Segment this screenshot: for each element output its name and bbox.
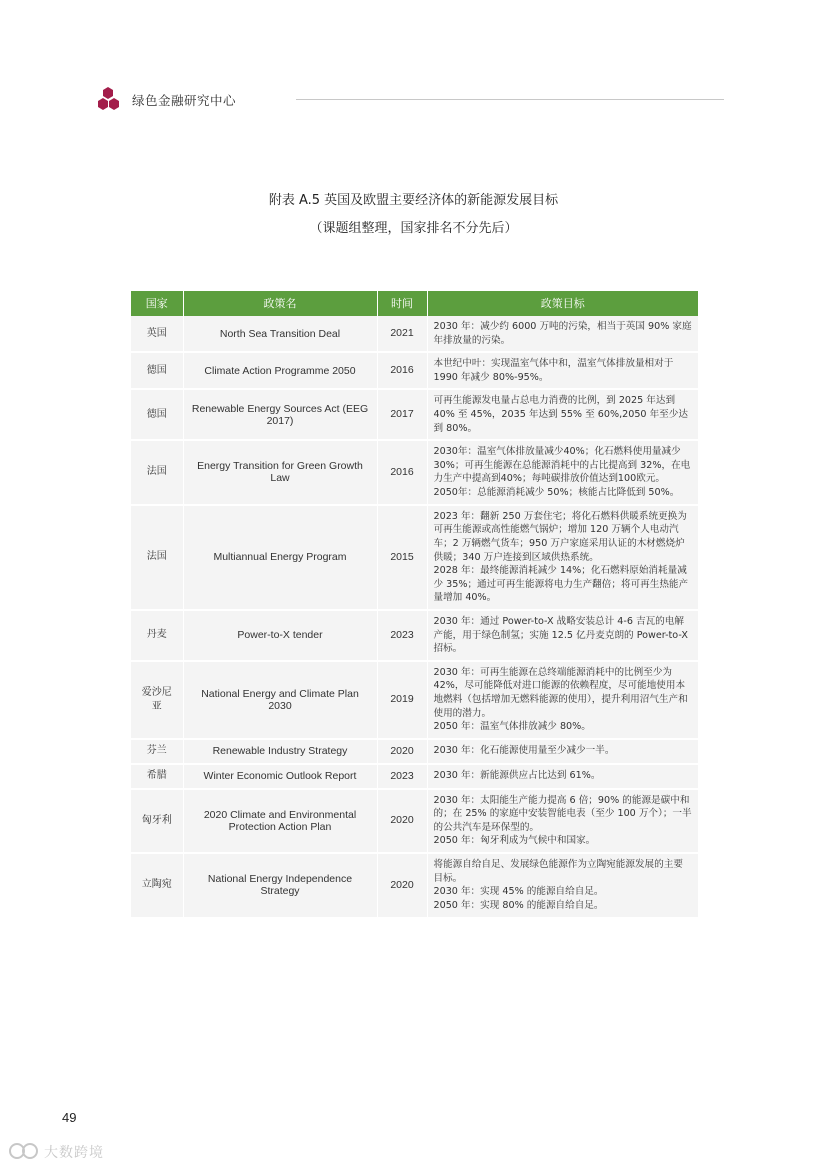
country-cell: 匈牙利 — [131, 789, 183, 853]
policy-name-cell: Multiannual Energy Program — [183, 505, 377, 610]
policy-name-cell: National Energy and Climate Plan 2030 — [183, 661, 377, 739]
goal-text: 2050年：总能源消耗减少 50%；核能占比降低到 50%。 — [433, 487, 680, 499]
policy-name-cell: North Sea Transition Deal — [183, 316, 377, 352]
header-divider — [296, 99, 724, 100]
table-body — [131, 316, 698, 918]
country-cell: 希腊 — [131, 764, 183, 789]
goal-text: 2030 年：通过 Power-to-X 战略安装总计 4-6 吉瓦的电解产能，用于绿色制氢；实施 12.5 亿丹麦克朗的 Power-to-X 招标。 — [433, 615, 688, 655]
goal-text: 2050 年：实现 80% 的能源自给自足。 — [433, 899, 604, 911]
policy-name-cell: Renewable Energy Sources Act (EEG 2017) — [183, 389, 377, 440]
watermark — [8, 1140, 118, 1164]
year-cell: 2023 — [377, 764, 427, 789]
goal-text: 可再生能源发电量占总电力消费的比例，到 2025 年达到 40% 至 45%，2035 年达到 55% 至 60%,2050 年至少达到 80%。 — [433, 395, 688, 434]
table-row — [131, 389, 698, 440]
year-cell: 2016 — [377, 352, 427, 389]
table-row — [131, 789, 698, 853]
policy-goal-cell — [427, 440, 698, 504]
policy-name-cell: Winter Economic Outlook Report — [183, 764, 377, 789]
goal-text: 本世纪中叶：实现温室气体中和，温室气体排放量相对于 1990 年减少 80%-95%。 — [433, 358, 674, 383]
policy-name-cell: 2020 Climate and Environmental Protection Action Plan — [183, 789, 377, 853]
policy-goal-cell — [427, 661, 698, 739]
table-row — [131, 853, 698, 917]
policy-name-cell: National Energy Independence Strategy — [183, 853, 377, 917]
table-row — [131, 352, 698, 389]
goal-text: 2028 年：最终能源消耗减少 14%；化石燃料原始消耗量减少 35%；通过可再生能源将电力生产翻倍；将可再生热能产量增加 40%。 — [433, 565, 689, 604]
table-row — [131, 661, 698, 739]
year-cell: 2016 — [377, 440, 427, 504]
goal-text: 将能源自给自足、发展绿色能源作为立陶宛能源发展的主要目标。 — [433, 859, 683, 884]
goal-text: 2030 年：太阳能生产能力提高 6 倍；90% 的能源是碳中和的；在 25% 的家庭中安装智能电表（至少 100 万个）；一半的公共汽车是环保型的。 — [433, 794, 692, 833]
goal-text: 2030年：温室气体排放量减少40%；化石燃料使用量减少30%；可再生能源在总能源消耗中的占比提高到 32%，在电力生产中提高到40%；每吨碳排放价值达到100欧元。 — [433, 446, 691, 485]
table-row — [131, 739, 698, 764]
goal-text: 2030 年：减少约 6000 万吨的污染，相当于英国 90% 家庭年排放量的污染。 — [433, 321, 692, 346]
table-header-row — [131, 291, 698, 316]
page-number: 49 — [62, 1110, 77, 1125]
goal-text: 2023 年：翻新 250 万套住宅；将化石燃料供暖系统更换为可再生能源或高性能燃气锅炉；增加 120 万辆个人电动汽车；2 万辆燃气货车；950 万户家庭采用认证的木材燃烧炉供暖；340 万户连接到区域供热系统。 — [433, 510, 687, 563]
year-cell: 2020 — [377, 853, 427, 917]
policy-name-cell: Energy Transition for Green Growth Law — [183, 440, 377, 504]
goal-text: 2030 年：新能源供应占比达到 61%。 — [433, 770, 601, 782]
policy-goal-cell — [427, 352, 698, 389]
goal-text: 2050 年：温室气体排放减少 80%。 — [433, 721, 591, 733]
country-cell: 立陶宛 — [131, 853, 183, 917]
policy-name-cell: Renewable Industry Strategy — [183, 739, 377, 764]
policy-goal-cell — [427, 739, 698, 764]
column-header-policy: 政策名 — [183, 291, 377, 316]
policy-goal-cell — [427, 764, 698, 789]
column-header-goals: 政策目标 — [427, 291, 698, 316]
country-cell: 丹麦 — [131, 610, 183, 661]
watermark-text: 大数跨境 — [44, 1145, 104, 1161]
country-cell: 爱沙尼亚 — [131, 661, 183, 739]
country-cell: 法国 — [131, 440, 183, 504]
country-cell: 法国 — [131, 505, 183, 610]
table-row — [131, 610, 698, 661]
policy-name-cell: Climate Action Programme 2050 — [183, 352, 377, 389]
country-cell: 英国 — [131, 316, 183, 352]
policy-goal-cell — [427, 853, 698, 917]
country-cell: 德国 — [131, 352, 183, 389]
table-row — [131, 764, 698, 789]
year-cell: 2023 — [377, 610, 427, 661]
goal-text: 2030 年：可再生能源在总终端能源消耗中的比例至少为 42%，尽可能降低对进口能源的依赖程度，尽可能地使用本地燃料（包括增加无燃料能源的使用），提升利用沼气生产和使用的潜力。 — [433, 666, 688, 719]
goal-text: 2050 年：匈牙利成为气候中和国家。 — [433, 835, 596, 847]
year-cell: 2020 — [377, 789, 427, 853]
energy-targets-table — [131, 291, 698, 919]
policy-name-cell: Power-to-X tender — [183, 610, 377, 661]
country-cell: 德国 — [131, 389, 183, 440]
page-header — [98, 86, 728, 114]
year-cell: 2020 — [377, 739, 427, 764]
goal-text: 2030 年：实现 45% 的能源自给自足。 — [433, 886, 604, 898]
table-title: 附表 A.5 英国及欧盟主要经济体的新能源发展目标 — [268, 193, 559, 208]
policy-goal-cell — [427, 789, 698, 853]
table-subtitle: （课题组整理，国家排名不分先后） — [309, 221, 518, 236]
goal-text: 2030 年：化石能源使用量至少减少一半。 — [433, 745, 615, 757]
policy-goal-cell — [427, 316, 698, 352]
year-cell: 2021 — [377, 316, 427, 352]
country-cell: 芬兰 — [131, 739, 183, 764]
table-row — [131, 316, 698, 352]
org-name: 绿色金融研究中心 — [132, 93, 237, 108]
column-header-year: 时间 — [377, 291, 427, 316]
year-cell: 2017 — [377, 389, 427, 440]
year-cell: 2015 — [377, 505, 427, 610]
policy-goal-cell — [427, 505, 698, 610]
table-row — [131, 505, 698, 610]
year-cell: 2019 — [377, 661, 427, 739]
hexagon-cluster-logo-icon — [98, 86, 124, 112]
column-header-country: 国家 — [131, 291, 183, 316]
watermark-logo-icon — [8, 1140, 42, 1162]
policy-goal-cell — [427, 389, 698, 440]
table-row — [131, 440, 698, 504]
policy-goal-cell — [427, 610, 698, 661]
